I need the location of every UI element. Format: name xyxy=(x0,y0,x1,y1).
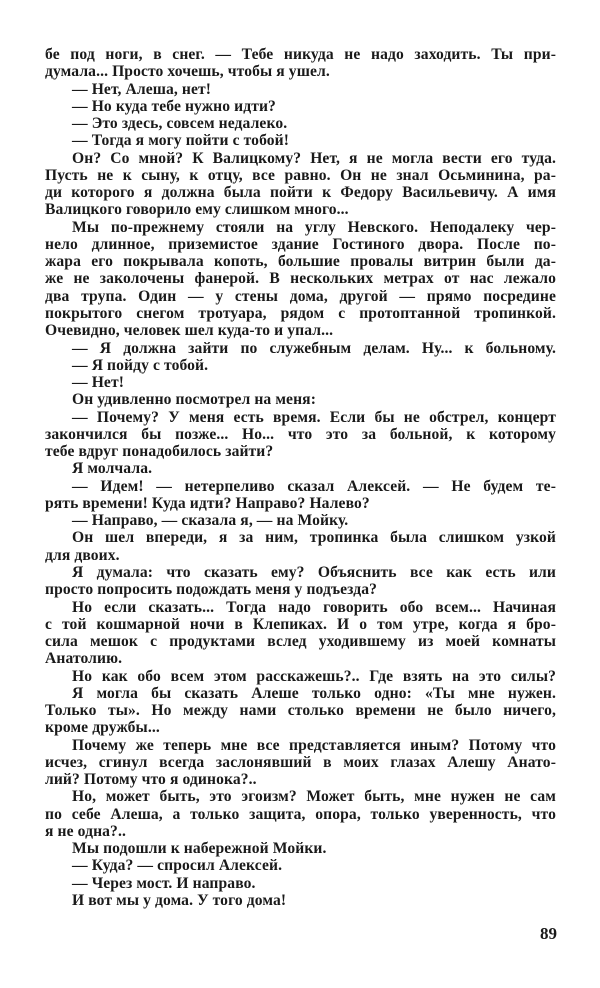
text-line: Только ты». Но между нами столько времени не было ничего, xyxy=(45,702,556,720)
text-line: Он шел впереди, я за ним, тропинка была слишком узкой xyxy=(72,529,556,547)
text-line: Очевидно, человек шел куда-то и упал... xyxy=(45,322,334,340)
text-line: просто попросить подождать меня у подъезда? xyxy=(45,581,378,599)
text-line: — Это здесь, совсем недалеко. xyxy=(72,115,288,133)
text-line: Пусть не к сыну, к отцу, все равно. Он не знал Осьминина, ра- xyxy=(45,166,556,184)
text-line: Я думала: что сказать ему? Объяснить все как есть или xyxy=(72,563,556,581)
text-line: — Нет, Алеша, нет! xyxy=(72,80,212,98)
text-line: же не заколочены фанерой. В нескольких метрах от нас лежало xyxy=(45,270,556,288)
text-line: — Я должна зайти по служебным делам. Ну... к больному. xyxy=(72,339,556,357)
text-line: лий? Потому что я одинока?.. xyxy=(45,771,257,789)
text-line: рять времени! Куда идти? Направо? Налево? xyxy=(45,494,370,512)
text-line: думала... Просто хочешь, чтобы я ушел. xyxy=(45,63,330,81)
text-line: нело длинное, приземистое здание Гостиного двора. После по- xyxy=(45,235,556,253)
text-line: ди которого я должна была пойти к Федору Васильевичу. А имя xyxy=(45,184,556,202)
text-line: исчез, сгинул всегда заслонявший в моих глазах Алешу Анато- xyxy=(45,753,556,771)
text-line: Он? Со мной? К Валицкому? Нет, я не могла вести его туда. xyxy=(72,149,556,167)
text-line: Он удивленно посмотрел на меня: xyxy=(72,391,316,409)
text-line: тебе вдруг понадобилось зайти? xyxy=(45,443,274,461)
text-line: — Тогда я могу пойти с тобой! xyxy=(72,132,290,150)
text-line: бе под ноги, в снег. — Тебе никуда не надо заходить. Ты при- xyxy=(45,46,556,63)
text-line: я не одна?.. xyxy=(45,822,126,840)
text-line: закончился бы позже... Но... что это за больной, к которому xyxy=(45,425,556,443)
text-line: жара его покрывала копоть, большие провалы витрин были да- xyxy=(45,253,556,271)
text-line: кроме дружбы... xyxy=(45,719,160,737)
text-line: для двоих. xyxy=(45,546,120,564)
text-line: Мы по-прежнему стояли на углу Невского. Неподалеку чер- xyxy=(72,218,556,236)
text-line: Но, может быть, это эгоизм? Может быть, мне нужен не сам xyxy=(72,788,556,806)
text-line: — Я пойду с тобой. xyxy=(72,356,209,374)
text-line: Но если сказать... Тогда надо говорить обо всем... Начиная xyxy=(72,598,556,616)
text-line: по себе Алеша, а только защита, опора, только уверенность, что xyxy=(45,805,556,823)
text-line: — Но куда тебе нужно идти? xyxy=(72,97,276,115)
text-line: — Нет! xyxy=(72,374,124,392)
text-line: Почему же теперь мне все представляется иным? Потому что xyxy=(72,736,556,754)
text-line: — Куда? — спросил Алексей. xyxy=(72,857,283,875)
text-line: — Через мост. И направо. xyxy=(72,874,256,892)
text-line: покрытого снегом тротуара, рядом с протоптанной тропинкой. xyxy=(45,304,556,322)
text-line: сила мешок с продуктами вслед уходившему из моей комнаты xyxy=(45,633,556,651)
text-line: Я могла бы сказать Алеше только одно: «Ты мне нужен. xyxy=(72,684,556,702)
text-line: — Направо, — сказала я, — на Мойку. xyxy=(72,512,349,530)
text-line: Валицкого говорило ему слишком много... xyxy=(45,201,349,219)
text-line: с той кошмарной ночи в Клепиках. И о том утре, когда я бро- xyxy=(45,615,556,633)
text-line: Я молчала. xyxy=(72,460,153,478)
text-line: Но как обо всем этом расскажешь?.. Где взять на это силы? xyxy=(72,667,556,685)
page-number: 89 xyxy=(540,924,557,943)
text-line: — Почему? У меня есть время. Если бы не обстрел, концерт xyxy=(72,408,556,426)
text-line: Мы подошли к набережной Мойки. xyxy=(72,840,327,858)
text-line: И вот мы у дома. У того дома! xyxy=(72,892,287,910)
text-line: — Идем! — нетерпеливо сказал Алексей. — Не будем те- xyxy=(72,477,556,495)
text-line: Анатолию. xyxy=(45,650,123,668)
page-text-block xyxy=(45,46,556,909)
text-line: два трупа. Один — у стены дома, другой — прямо посредине xyxy=(45,287,556,305)
